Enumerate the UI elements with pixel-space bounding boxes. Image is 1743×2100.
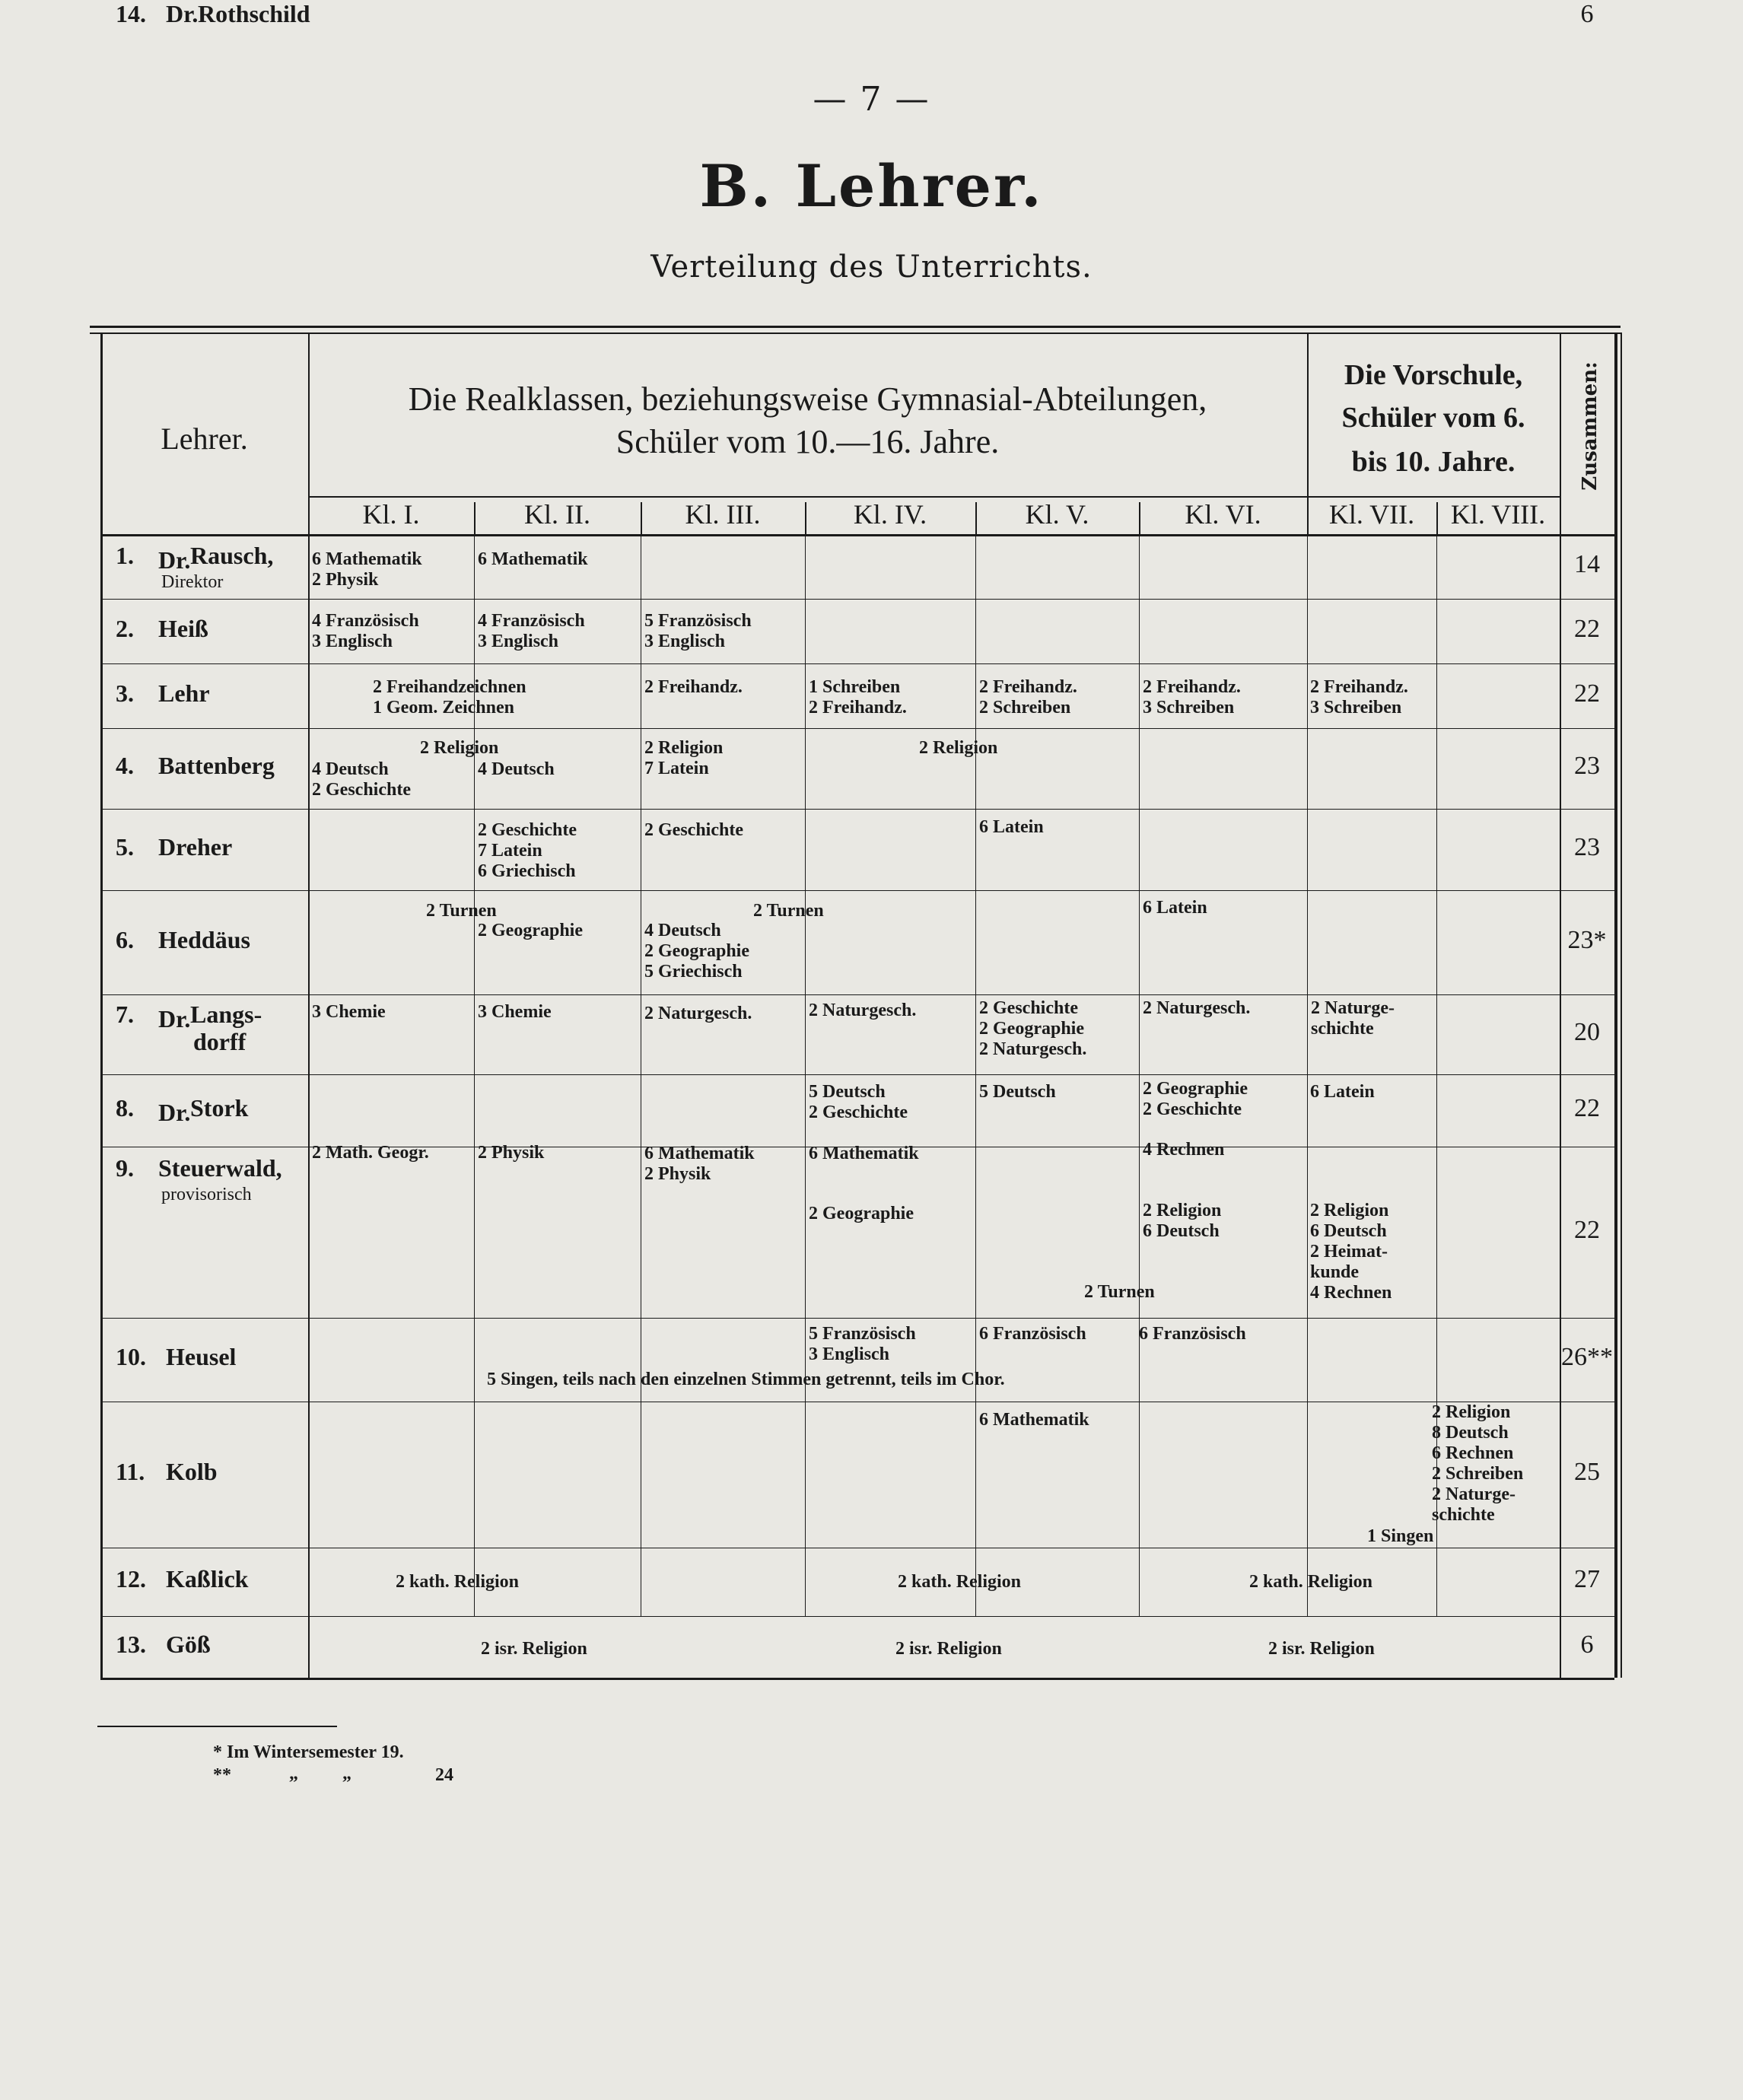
teacher-number: 5.: [116, 832, 134, 861]
footnote-rule: [97, 1726, 337, 1727]
cell-entry-r3-k7: 2 Freihandz.: [1310, 677, 1408, 697]
class-header-8: Kl. VIII.: [1450, 499, 1546, 530]
cell-entry-r3-k7: 3 Schreiben: [1310, 698, 1402, 718]
page-subheading: Verteilung des Unterrichts.: [650, 250, 1093, 285]
teacher-weekly-hours: 22: [1574, 679, 1600, 708]
teacher-name: Lehr: [158, 679, 210, 707]
teacher-name: Kolb: [166, 1458, 218, 1485]
cell-entry-r8-k7: 6 Latein: [1310, 1082, 1375, 1102]
teacher-number: 13.: [116, 1630, 146, 1658]
teacher-number: 12.: [116, 1565, 146, 1592]
teacher-number: 8.: [116, 1093, 134, 1122]
cell-entry-r10-k7: 2 Religion: [1310, 1201, 1389, 1220]
footnote-2-ditto-2: „: [342, 1764, 351, 1783]
teacher-name: Heddäus: [158, 925, 250, 953]
cell-entry-r8-k6: 2 Geographie: [1143, 1079, 1248, 1099]
teacher-name: Heusel: [166, 1343, 237, 1370]
teacher-number: 3.: [116, 679, 134, 707]
cell-entry-r10-k6: 2 Religion: [1143, 1201, 1222, 1220]
teacher-title: Dr.: [158, 546, 191, 574]
footnote-2-mark: **: [213, 1765, 231, 1785]
cell-entry-r10-k67: 2 Turnen: [1084, 1282, 1155, 1302]
page-heading: B. Lehrer.: [699, 152, 1044, 220]
row-rule: [100, 1074, 1614, 1075]
header-bottom-rule: [100, 534, 1614, 536]
row-rule: [100, 1616, 1614, 1617]
teacher-column-rule: [308, 332, 310, 1678]
vorschule-header-line-1: Die Vorschule,: [1344, 359, 1523, 391]
cell-entry-r5-k2: 2 Geschichte: [478, 820, 577, 840]
teacher-weekly-hours: 22: [1574, 614, 1600, 643]
teacher-weekly-hours: 23: [1574, 752, 1600, 780]
row-rule: [100, 1318, 1614, 1319]
cell-entry-r13-a: 2 kath. Religion: [396, 1572, 520, 1592]
cell-entry-r13-c: 2 kath. Religion: [1249, 1572, 1373, 1592]
teacher-number: 4.: [116, 752, 134, 779]
teacher-name-cont: dorff: [193, 1028, 247, 1055]
cell-entry-r2-k2: 3 Englisch: [478, 632, 559, 651]
cell-entry-r9-k3: 2 Physik: [644, 1164, 711, 1184]
cell-entry-r11-k4: 5 Französisch: [809, 1324, 916, 1344]
class-header-rule: [308, 496, 1560, 498]
cell-entry-r4-k1: 4 Deutsch: [312, 759, 389, 779]
cell-entry-r10-k7: 2 Heimat-: [1310, 1242, 1388, 1262]
cell-entry-r7-k5: 2 Naturgesch.: [979, 1039, 1087, 1059]
teacher-name: Dreher: [158, 832, 233, 861]
cell-entry-r10-k6: 6 Deutsch: [1143, 1221, 1220, 1241]
teacher-weekly-hours: 14: [1574, 549, 1600, 578]
class-column-rule: [1307, 534, 1308, 1616]
cell-entry-r5-k2: 6 Griechisch: [478, 861, 576, 881]
realklassen-header-line-2: Schüler vom 10.—16. Jahre.: [615, 423, 1000, 460]
cell-entry-r7-k5: 2 Geographie: [979, 1019, 1084, 1039]
table-top-rule-2: [90, 332, 1621, 334]
cell-entry-r12-k8: 6 Rechnen: [1432, 1443, 1514, 1463]
cell-entry-r11-k5: 6 Französisch: [979, 1324, 1086, 1344]
table-bottom-rule: [100, 1678, 1614, 1680]
teacher-number: 14.: [116, 0, 146, 27]
cell-entry-r7-k3: 2 Naturgesch.: [644, 1004, 752, 1023]
teacher-title: Dr.: [158, 1098, 191, 1126]
teacher-name: Rothschild: [198, 0, 310, 27]
teacher-weekly-hours: 27: [1574, 1565, 1600, 1593]
cell-entry-r1-k2: 6 Mathematik: [478, 549, 588, 569]
teacher-weekly-hours: 20: [1574, 1017, 1600, 1046]
table-right-rule-2: [1621, 332, 1622, 1678]
row-rule: [100, 890, 1614, 891]
cell-entry-r7-k2: 3 Chemie: [478, 1002, 552, 1022]
teacher-weekly-hours: 6: [1580, 0, 1594, 28]
teacher-name: Kaßlick: [166, 1565, 249, 1592]
teacher-number: 9.: [116, 1154, 134, 1182]
cell-entry-r6-k3: 4 Deutsch: [644, 921, 721, 940]
teacher-number: 11.: [116, 1458, 145, 1485]
cell-entry-r8-k4: 5 Deutsch: [809, 1082, 886, 1102]
teacher-weekly-hours: 22: [1574, 1093, 1600, 1122]
cell-entry-r10-k7: 4 Rechnen: [1310, 1283, 1392, 1303]
cell-entry-r5-k5: 6 Latein: [979, 817, 1044, 837]
cell-entry-r7-k7: schichte: [1311, 1019, 1374, 1039]
cell-entry-r11-k6: 6 Französisch: [1139, 1324, 1246, 1344]
class-header-2: Kl. II.: [524, 499, 590, 530]
cell-entry-r10-k7: 6 Deutsch: [1310, 1221, 1387, 1241]
footnote-1: * Im Wintersemester 19.: [213, 1742, 404, 1762]
teacher-weekly-hours: 23*: [1567, 925, 1607, 954]
cell-entry-r7-k4: 2 Naturgesch.: [809, 1001, 917, 1020]
cell-entry-r4-k12: 2 Religion: [420, 738, 499, 758]
teacher-weekly-hours: 22: [1574, 1215, 1600, 1244]
cell-entry-r14-b: 2 isr. Religion: [895, 1639, 1002, 1659]
cell-entry-r12-k8: 8 Deutsch: [1432, 1423, 1509, 1443]
cell-entry-r12-k5: 6 Mathematik: [979, 1410, 1089, 1430]
cell-entry-r10-k7: kunde: [1310, 1262, 1360, 1282]
cell-entry-r3-k6: 3 Schreiben: [1143, 698, 1235, 718]
vorschule-header-line-2: Schüler vom 6.: [1341, 402, 1525, 434]
cell-entry-r1-k1: 2 Physik: [312, 570, 379, 590]
row-rule: [100, 728, 1614, 729]
teacher-weekly-hours: 23: [1574, 832, 1600, 861]
teacher-role: Direktor: [161, 572, 224, 592]
cell-entry-r3-k3: 2 Freihandz.: [644, 677, 743, 697]
cell-entry-r4-k45: 2 Religion: [919, 738, 998, 758]
cell-entry-r12-k8: 2 Religion: [1432, 1402, 1511, 1422]
teacher-name: Rausch,: [190, 542, 274, 569]
class-column-rule: [975, 534, 976, 1616]
cell-entry-r8-k6: 2 Geschichte: [1143, 1099, 1242, 1119]
teacher-number: 6.: [116, 925, 134, 953]
cell-entry-r7-k1: 3 Chemie: [312, 1002, 386, 1022]
cell-entry-r4-k1: 2 Geschichte: [312, 780, 411, 800]
cell-entry-r8-k4: 2 Geschichte: [809, 1102, 908, 1122]
footnote-2-ditto-1: „: [289, 1764, 298, 1783]
teacher-role: provisorisch: [161, 1185, 252, 1204]
cell-entry-r9-k2: 2 Physik: [478, 1143, 545, 1163]
teacher-column-header: Lehrer.: [161, 422, 248, 456]
teacher-number: 2.: [116, 614, 134, 642]
teacher-name: Stork: [190, 1093, 249, 1122]
teacher-number: 10.: [116, 1343, 146, 1370]
footnote-2-number: 24: [435, 1765, 453, 1785]
cell-entry-r12-k8: 2 Naturge-: [1432, 1484, 1516, 1504]
cell-entry-r14-a: 2 isr. Religion: [481, 1639, 587, 1659]
cell-entry-r6-k6: 6 Latein: [1143, 898, 1207, 918]
cell-entry-r13-b: 2 kath. Religion: [898, 1572, 1022, 1592]
cell-entry-r8-k5: 5 Deutsch: [979, 1082, 1056, 1102]
row-rule: [100, 663, 1614, 664]
cell-entry-r9-k3: 6 Mathematik: [644, 1144, 755, 1163]
cell-entry-r3-k4: 1 Schreiben: [809, 677, 901, 697]
teacher-name: Battenberg: [158, 752, 275, 779]
cell-entry-r9-k6: 4 Rechnen: [1143, 1140, 1225, 1160]
cell-entry-r4-k3: 7 Latein: [644, 759, 709, 778]
cell-entry-r2-k3: 3 Englisch: [644, 632, 726, 651]
teacher-name: Langs-: [190, 1001, 262, 1028]
teacher-number: 1.: [116, 542, 134, 569]
class-column-rule: [805, 534, 806, 1616]
table-top-rule: [90, 326, 1621, 328]
table-right-rule: [1614, 332, 1617, 1678]
teacher-weekly-hours: 6: [1580, 1630, 1594, 1659]
cell-entry-r4-k3: 2 Religion: [644, 738, 724, 758]
cell-entry-r5-k3: 2 Geschichte: [644, 820, 743, 840]
cell-entry-r2-k2: 4 Französisch: [478, 611, 585, 631]
teacher-name: Steuerwald,: [158, 1154, 282, 1182]
teacher-title: Dr.: [166, 0, 199, 27]
cell-entry-r11-all: 5 Singen, teils nach den einzelnen Stimmen getrennt, teils im Chor.: [487, 1370, 1005, 1389]
teacher-name: Göß: [166, 1630, 211, 1658]
vorschule-header-line-3: bis 10. Jahre.: [1351, 446, 1516, 478]
realklassen-header-line-1: Die Realklassen, beziehungsweise Gymnasial-Abteilungen,: [408, 380, 1207, 418]
class-header-4: Kl. IV.: [853, 499, 927, 530]
cell-entry-r6-k2: 2 Geographie: [478, 921, 583, 940]
cell-entry-r3-k6: 2 Freihandz.: [1143, 677, 1241, 697]
cell-entry-r12-k8: 2 Schreiben: [1432, 1464, 1524, 1484]
teacher-number: 7.: [116, 1001, 134, 1028]
cell-entry-r3-k5: 2 Schreiben: [979, 698, 1071, 718]
cell-entry-r2-k1: 3 Englisch: [312, 632, 393, 651]
cell-entry-r1-k1: 6 Mathematik: [312, 549, 422, 569]
cell-entry-r3-k4: 2 Freihandz.: [809, 698, 907, 718]
cell-entry-r12-k8: schichte: [1432, 1505, 1495, 1525]
cell-entry-r10-k4: 2 Geographie: [809, 1204, 914, 1223]
cell-entry-r3-k5: 2 Freihandz.: [979, 677, 1077, 697]
row-rule: [100, 809, 1614, 810]
class-column-rule: [1139, 534, 1140, 1616]
cell-entry-r9-k4: 6 Mathematik: [809, 1144, 919, 1163]
class-header-5: Kl. V.: [1025, 499, 1089, 530]
page-number: — 7 —: [813, 80, 930, 119]
teacher-title: Dr.: [158, 1005, 191, 1032]
class-header-6: Kl. VI.: [1185, 499, 1261, 530]
cell-entry-r3-k12: 1 Geom. Zeichnen: [373, 698, 514, 718]
cell-entry-r7-k5: 2 Geschichte: [979, 998, 1078, 1018]
cell-entry-r6-k3: 5 Griechisch: [644, 962, 743, 982]
cell-entry-r7-k6: 2 Naturgesch.: [1143, 998, 1251, 1018]
cell-entry-r6-k3: 2 Geographie: [644, 941, 749, 961]
row-rule: [100, 994, 1614, 995]
cell-entry-r3-k12: 2 Freihandzeichnen: [373, 677, 526, 697]
cell-entry-r2-k1: 4 Französisch: [312, 611, 419, 631]
row-rule: [100, 599, 1614, 600]
cell-entry-r9-k1: 2 Math. Geogr.: [312, 1143, 429, 1163]
cell-entry-r4-k2: 4 Deutsch: [478, 759, 555, 779]
class-header-3: Kl. III.: [685, 499, 761, 530]
teacher-name: Heiß: [158, 614, 208, 642]
class-header-1: Kl. I.: [362, 499, 420, 530]
cell-entry-r14-c: 2 isr. Religion: [1268, 1639, 1375, 1659]
class-header-7: Kl. VII.: [1328, 499, 1415, 530]
cell-entry-r5-k2: 7 Latein: [478, 841, 542, 861]
cell-entry-r11-k4: 3 Englisch: [809, 1344, 890, 1364]
teacher-weekly-hours: 26**: [1561, 1343, 1613, 1371]
cell-entry-r6-k12: 2 Turnen: [426, 901, 497, 921]
sum-column-header: Zusammen:: [1579, 361, 1601, 491]
cell-entry-r12-k78: 1 Singen: [1367, 1526, 1434, 1546]
cell-entry-r6-k34: 2 Turnen: [753, 901, 824, 921]
cell-entry-r7-k7: 2 Naturge-: [1311, 998, 1395, 1018]
teacher-weekly-hours: 25: [1574, 1458, 1600, 1486]
cell-entry-r2-k3: 5 Französisch: [644, 611, 752, 631]
